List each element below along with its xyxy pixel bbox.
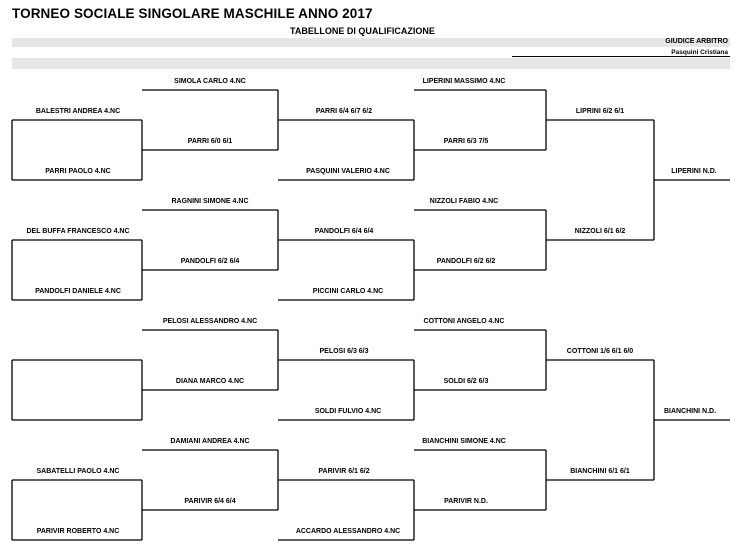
match-result-label: PARIVIR N.D.	[444, 498, 488, 505]
player-label: BALESTRI ANDREA 4.NC	[35, 108, 121, 115]
finalist-label: BIANCHINI N.D.	[663, 408, 717, 415]
player-label: DAMIANI ANDREA 4.NC	[170, 438, 250, 445]
match-result-label: PELOSI 6/3 6/3	[319, 348, 369, 355]
match-result-label: BIANCHINI 6/1 6/1	[570, 468, 630, 475]
match-result-label: PARRI 6/4 6/7 6/2	[315, 108, 373, 115]
player-label: LIPERINI MASSIMO 4.NC	[422, 78, 506, 85]
player-label: SOLDI FULVIO 4.NC	[314, 408, 382, 415]
player-label: SIMOLA CARLO 4.NC	[174, 78, 246, 85]
match-result-label: PARRI 6/3 7/5	[443, 138, 489, 145]
player-label: NIZZOLI FABIO 4.NC	[429, 198, 499, 205]
player-label: RAGNINI SIMONE 4.NC	[171, 198, 249, 205]
player-label: PARRI PAOLO 4.NC	[45, 168, 111, 175]
judge-name: Pasquini Cristiana	[671, 49, 728, 56]
page-title: TORNEO SOCIALE SINGOLARE MASCHILE ANNO 2017	[12, 6, 373, 21]
match-result-label: COTTONI 1/6 6/1 6/0	[566, 348, 634, 355]
match-result-label: PANDOLFI 6/2 6/2	[436, 258, 496, 265]
player-label: DEL BUFFA FRANCESCO 4.NC	[26, 228, 130, 235]
match-result-label: SOLDI 6/2 6/3	[443, 378, 489, 385]
match-result-label: PARRI 6/0 6/1	[187, 138, 233, 145]
player-label: PELOSI ALESSANDRO 4.NC	[162, 318, 258, 325]
player-label: PANDOLFI DANIELE 4.NC	[35, 288, 121, 295]
player-label: SABATELLI PAOLO 4.NC	[36, 468, 120, 475]
match-result-label: PANDOLFI 6/2 6/4	[180, 258, 240, 265]
player-label: PICCINI CARLO 4.NC	[312, 288, 384, 295]
page-subtitle: TABELLONE DI QUALIFICAZIONE	[290, 26, 435, 36]
player-label: PASQUINI VALERIO 4.NC	[306, 168, 390, 175]
player-label: ACCARDO ALESSANDRO 4.NC	[295, 528, 401, 535]
match-result-label: PANDOLFI 6/4 6/4	[314, 228, 374, 235]
match-result-label: PARIVIR 6/4 6/4	[184, 498, 236, 505]
match-result-label: NIZZOLI 6/1 6/2	[574, 228, 626, 235]
player-label: COTTONI ANGELO 4.NC	[423, 318, 505, 325]
match-result-label: LIPRINI 6/2 6/1	[575, 108, 625, 115]
finalist-label: LIPERINI N.D.	[671, 168, 717, 175]
player-label: BIANCHINI SIMONE 4.NC	[422, 438, 506, 445]
player-label: DIANA MARCO 4.NC	[175, 378, 245, 385]
match-result-label: PARIVIR 6/1 6/2	[318, 468, 370, 475]
judge-role-label: GIUDICE ARBITRO	[665, 38, 728, 45]
player-label: PARIVIR ROBERTO 4.NC	[36, 528, 120, 535]
